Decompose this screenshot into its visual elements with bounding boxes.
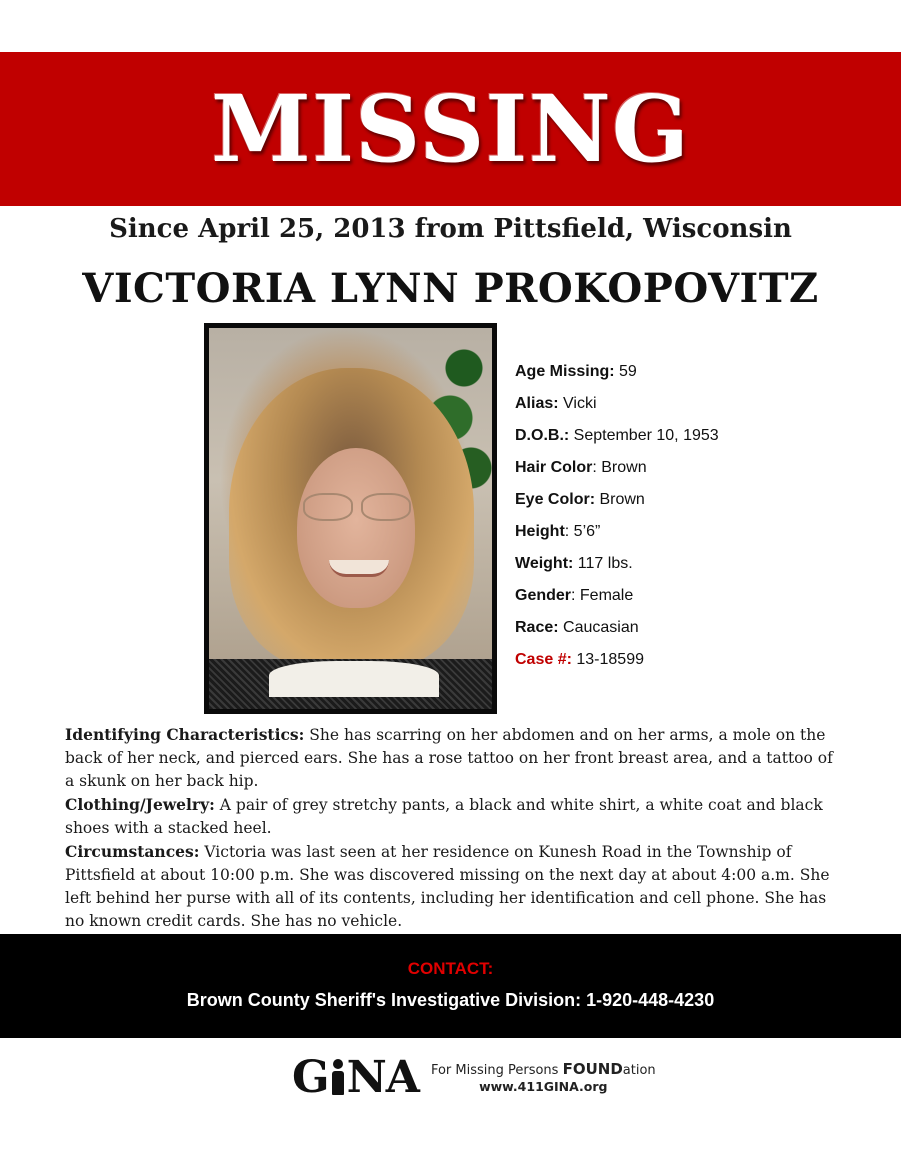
detail-label: Eye Color: [515, 491, 596, 508]
photo-frame [204, 323, 497, 714]
section-text: She has scarring on her abdomen and on her arms, a mole on the back of her neck, and pierced ears. She has a rose tattoo on her front breast area, and a tattoo of a skunk on her back hip. [65, 726, 833, 790]
section-label: Clothing/Jewelry: [65, 795, 215, 814]
contact-bar [0, 934, 901, 1038]
person-silhouette-icon [331, 1059, 345, 1097]
detail-value: 117 lbs. [573, 555, 633, 572]
section-label: Circumstances: [65, 842, 200, 861]
tagline-post: ation [622, 1063, 656, 1078]
detail-value: : Female [571, 587, 634, 604]
detail-value: : Brown [592, 459, 647, 476]
detail-hair-color [515, 454, 875, 486]
detail-value: 13-18599 [571, 651, 644, 668]
identifying-characteristics [65, 723, 840, 793]
gina-tagline [431, 1061, 656, 1095]
detail-label: Case #: [515, 651, 572, 668]
detail-gender [515, 582, 875, 614]
photo-collar [269, 661, 439, 697]
detail-value: Caucasian [558, 619, 639, 636]
circumstances [65, 840, 840, 933]
gina-letter-g: G [292, 1052, 329, 1103]
detail-weight [515, 550, 875, 582]
gina-wordmark [292, 1052, 419, 1103]
contact-title: CONTACT: [407, 959, 494, 978]
gina-website: www.411GINA.org [479, 1079, 608, 1094]
detail-label: D.O.B.: [515, 427, 570, 444]
detail-eye-color [515, 486, 875, 518]
detail-label: Age Missing: [515, 363, 615, 380]
gina-logo [292, 1052, 656, 1103]
details-list [515, 358, 875, 678]
photo-smile [329, 560, 389, 577]
missing-since-line: Since April 25, 2013 from Pittsfield, Wisconsin [109, 214, 792, 244]
detail-label: Gender [515, 587, 572, 604]
detail-value: Brown [595, 491, 645, 508]
detail-value: September 10, 1953 [569, 427, 719, 444]
detail-case-number [515, 646, 875, 678]
detail-label: Height [515, 523, 565, 540]
detail-value: Vicki [558, 395, 597, 412]
detail-label: Alias: [515, 395, 559, 412]
missing-banner [0, 52, 901, 206]
tagline-pre: For Missing Persons [430, 1063, 563, 1078]
clothing-jewelry [65, 793, 840, 840]
detail-label: Weight: [515, 555, 574, 572]
photo-glasses [301, 493, 413, 519]
detail-height [515, 518, 875, 550]
banner-title: MISSING [211, 75, 690, 183]
detail-dob [515, 422, 875, 454]
detail-race [515, 614, 875, 646]
section-text: A pair of grey stretchy pants, a black and white shirt, a white coat and black shoes with a stacked heel. [65, 796, 823, 837]
section-text: Victoria was last seen at her residence on Kunesh Road in the Township of Pittsfield at about 10:00 p.m. She was discovered missing on the next day at about 4:00 a.m. She left behind her purse with all of its contents, including her identification and cell phone. She has no known credit cards. She has no vehicle. [65, 843, 830, 930]
person-name: VICTORIA LYNN PROKOPOVITZ [82, 265, 819, 312]
detail-label: Hair Color [515, 459, 593, 476]
detail-alias [515, 390, 875, 422]
photo-face [297, 448, 415, 608]
tagline-found: FOUND [562, 1060, 623, 1078]
section-label: Identifying Characteristics: [65, 725, 305, 744]
detail-age-missing [515, 358, 875, 390]
detail-value: : 5’6” [564, 523, 601, 540]
contact-phone-line: Brown County Sheriff's Investigative Division: 1-920-448-4230 [186, 990, 715, 1010]
detail-label: Race: [515, 619, 559, 636]
detail-value: 59 [614, 363, 637, 380]
gina-letters-na: NA [346, 1052, 419, 1103]
missing-person-photo [209, 328, 492, 709]
